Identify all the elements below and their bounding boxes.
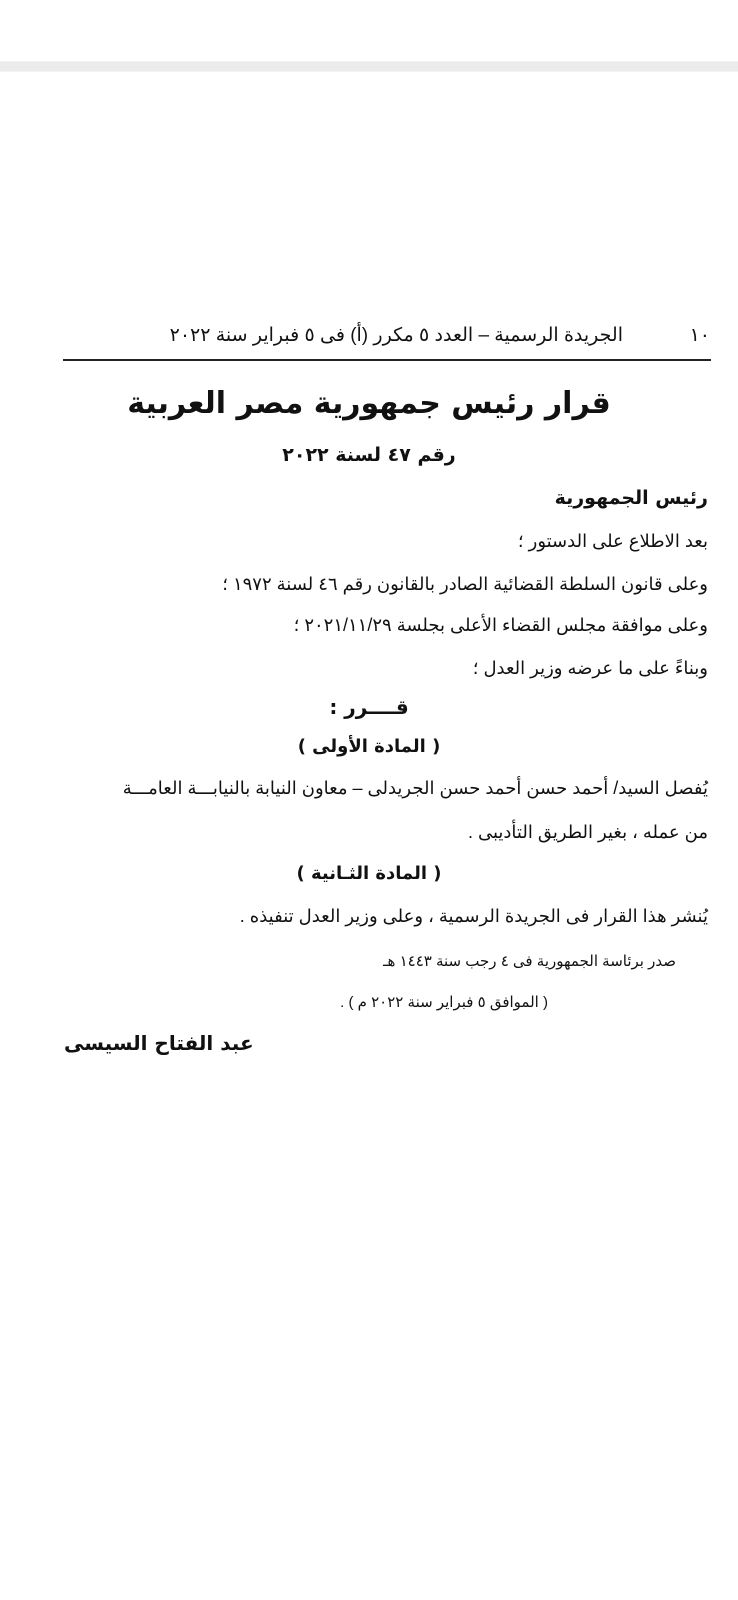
article-1-heading: ( المادة الأولى ) bbox=[297, 736, 441, 757]
decreed-label: قــــرر : bbox=[329, 695, 409, 719]
preamble-line: وعلى قانون السلطة القضائية الصادر بالقانون رقم ٤٦ لسنة ١٩٧٢ ؛ bbox=[222, 574, 708, 594]
issued-at: صدر برئاسة الجمهورية فى ٤ رجب سنة ١٤٤٣ هـ bbox=[383, 953, 676, 970]
decree-issuer: رئيس الجمهورية bbox=[554, 487, 708, 509]
page-number: ١٠ bbox=[689, 325, 710, 346]
preamble-line: وعلى موافقة مجلس القضاء الأعلى بجلسة ٢٠٢١/١١/٢٩ ؛ bbox=[293, 615, 708, 635]
article-1-line: يُفصل السيد/ أحمد حسن أحمد حسن الجريدلى – معاون النيابة بالنيابـــة العامـــة bbox=[122, 778, 708, 798]
gazette-header: الجريدة الرسمية – العدد ٥ مكرر (أ) فى ٥ فبراير سنة ٢٠٢٢ bbox=[169, 325, 623, 346]
preamble-line: بعد الاطلاع على الدستور ؛ bbox=[517, 531, 708, 551]
article-2-heading: ( المادة الثـانية ) bbox=[296, 863, 442, 884]
article-2-line: يُنشر هذا القرار فى الجريدة الرسمية ، وعلى وزير العدل تنفيذه . bbox=[239, 906, 708, 926]
header-divider bbox=[63, 359, 711, 361]
signature: عبد الفتاح السيسى bbox=[64, 1031, 254, 1055]
corresponding-date: ( الموافق ٥ فبراير سنة ٢٠٢٢ م ) . bbox=[340, 994, 548, 1011]
decree-number: رقم ٤٧ لسنة ٢٠٢٢ bbox=[282, 444, 456, 466]
decree-title: قرار رئيس جمهورية مصر العربية bbox=[127, 386, 611, 421]
preamble-line: وبناءً على ما عرضه وزير العدل ؛ bbox=[472, 658, 708, 678]
article-1-line: من عمله ، بغير الطريق التأديبى . bbox=[467, 822, 708, 842]
